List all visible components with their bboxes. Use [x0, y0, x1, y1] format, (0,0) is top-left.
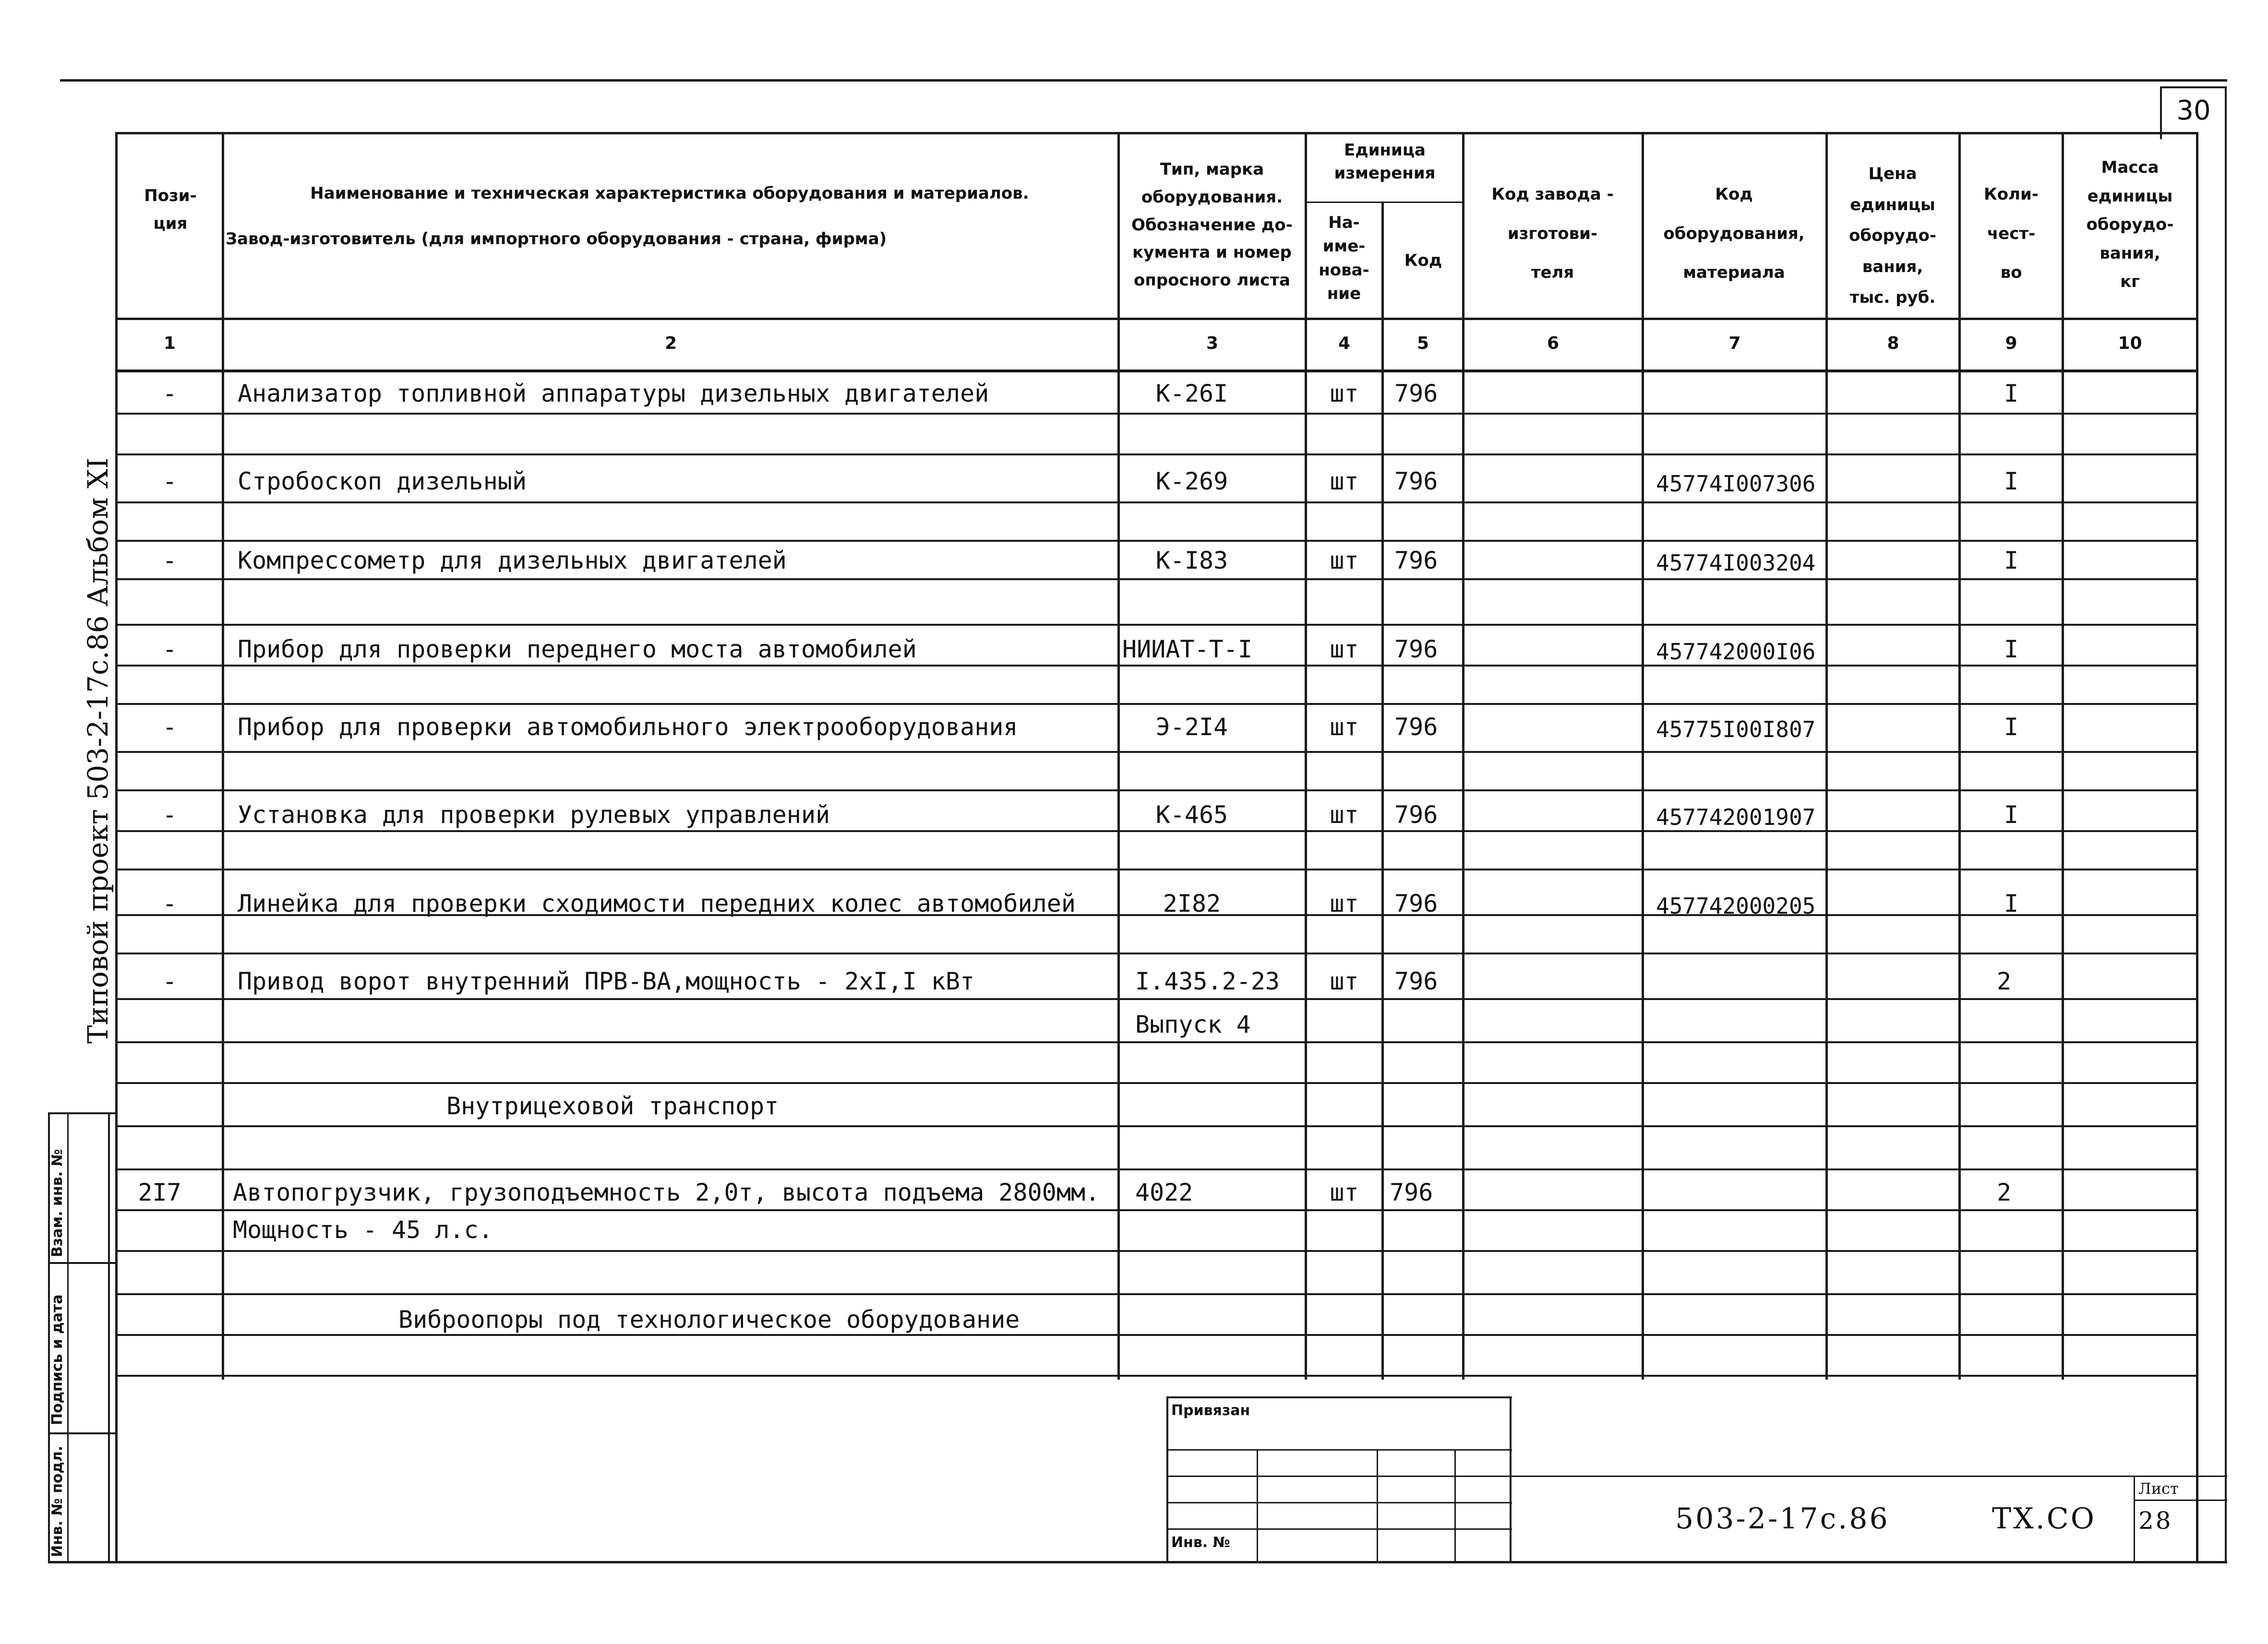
row-quantity: I — [2004, 635, 2019, 663]
row-quantity: 2 — [1996, 1179, 2012, 1206]
row-line — [115, 540, 2198, 542]
header-price: Цена единицы оборудо- вания, тыс. руб. — [1849, 164, 1936, 308]
row-unit-code: 796 — [1394, 547, 1438, 574]
side-stamp-right — [108, 1112, 110, 1562]
row-line — [115, 665, 2198, 667]
row-position: - — [162, 467, 177, 495]
side-stamp-div — [48, 1432, 115, 1434]
side-stamp-replace: Взам. инв. № — [49, 1149, 66, 1257]
row-line — [115, 751, 2198, 753]
row-line — [115, 624, 2198, 626]
row-line — [115, 789, 2198, 791]
row-name: Автопогрузчик, грузоподъемность 2,0т, высота подъема 2800мм. — [233, 1179, 1100, 1206]
section-heading: Внутрицеховой транспорт — [446, 1092, 779, 1120]
stamp-box-left — [1166, 1396, 1168, 1562]
row-type: 2I82 — [1163, 890, 1221, 917]
row-position: 2I7 — [138, 1179, 181, 1206]
row-name: Привод ворот внутренний ПРВ-ВА,мощность - 2хI,I кВт — [238, 967, 975, 995]
stamp-box-right — [1510, 1396, 1512, 1562]
row-position: - — [162, 801, 177, 829]
side-label: Типовой проект 503-2-17с.86 Альбом XI — [82, 457, 114, 1044]
colnum-bottom-line — [115, 369, 2198, 372]
header-type: Тип, марка оборудования. Обозначение до- кумента и номер опросного листа — [1131, 160, 1293, 290]
row-name: Установка для проверки рулевых управлений — [238, 801, 830, 829]
row-unit: шт — [1330, 1179, 1359, 1206]
row-unit: шт — [1330, 380, 1359, 407]
row-position: - — [162, 635, 177, 663]
row-unit: шт — [1330, 635, 1359, 663]
header-unit-name: На- име- нова- ние — [1319, 213, 1369, 303]
column-number: 9 — [2005, 334, 2017, 353]
row-name: Анализатор топливной аппаратуры дизельных двигателей — [238, 380, 989, 407]
sheet-label: Лист — [2138, 1479, 2179, 1498]
row-unit-code: 796 — [1394, 801, 1438, 829]
row-type: К-465 — [1155, 801, 1228, 829]
column-number: 8 — [1887, 334, 1899, 353]
unit-group-line — [1306, 202, 1464, 203]
row-quantity: I — [2004, 890, 2019, 917]
header-name-line2: Завод-изготовитель (для импортного оборудования - страна, фирма) — [226, 229, 887, 249]
header-position: Пози- ция — [144, 186, 197, 233]
title-block-line — [1510, 1476, 2227, 1477]
row-unit-code: 796 — [1394, 635, 1438, 663]
column-number: 4 — [1338, 334, 1351, 353]
row-line — [115, 501, 2198, 503]
col-line-5 — [1462, 132, 1464, 1380]
row-line — [115, 998, 2198, 1000]
header-unit-code: Код — [1404, 251, 1442, 270]
row-name: Стробоскоп дизельный — [238, 467, 527, 495]
stamp-box-top — [1166, 1396, 1512, 1398]
row-unit: шт — [1330, 547, 1359, 574]
row-type-line2: Выпуск 4 — [1135, 1011, 1251, 1038]
side-stamp-div — [48, 1262, 115, 1264]
sheet-cell-left — [2134, 1476, 2135, 1562]
header-mass: Масса единицы оборудо- вания, кг — [2086, 158, 2174, 291]
row-line — [115, 1293, 2198, 1295]
sheet-box-left — [2160, 86, 2162, 139]
row-line — [115, 1250, 2198, 1252]
row-equipment-code: 45774I003204 — [1656, 550, 1816, 576]
row-type: К-I83 — [1155, 547, 1228, 574]
row-line — [115, 953, 2198, 954]
stamp-bound-label: Привязан — [1171, 1402, 1250, 1419]
column-number: 5 — [1416, 334, 1429, 353]
top-rule — [60, 79, 2227, 82]
row-equipment-code: 457742000I06 — [1656, 639, 1816, 665]
column-number: 10 — [2118, 334, 2142, 353]
row-name: Линейка для проверки сходимости передних колес автомобилей — [238, 890, 1076, 917]
row-equipment-code: 45775I00I807 — [1656, 716, 1816, 742]
sheet-value: 28 — [2138, 1507, 2173, 1535]
stamp-col — [1377, 1449, 1378, 1562]
row-equipment-code: 457742000205 — [1656, 893, 1816, 919]
sheet-box-top — [2160, 86, 2227, 88]
column-number: 2 — [664, 334, 677, 353]
row-line — [115, 1125, 2198, 1127]
col-line-2 — [1117, 132, 1120, 1380]
row-unit-code: 796 — [1394, 713, 1438, 741]
row-name: Прибор для проверки переднего моста автомобилей — [238, 635, 917, 663]
row-line — [115, 1041, 2198, 1043]
col-line-9 — [2062, 132, 2064, 1380]
row-line — [115, 1334, 2198, 1336]
doc-code: 503-2-17с.86 — [1675, 1502, 1890, 1536]
sheet-cell-mid — [2134, 1500, 2227, 1501]
row-quantity: I — [2004, 467, 2019, 495]
col-line-6 — [1642, 132, 1644, 1380]
table-body-bottom — [115, 1375, 2198, 1377]
row-type: 4022 — [1135, 1179, 1193, 1206]
stamp-line — [1166, 1476, 1512, 1477]
side-stamp-top — [48, 1112, 115, 1114]
row-name: Прибор для проверки автомобильного электрооборудования — [238, 713, 1018, 741]
column-number: 6 — [1547, 334, 1560, 353]
sheet-number: 30 — [2176, 95, 2211, 126]
row-line — [115, 453, 2198, 455]
row-quantity: I — [2004, 713, 2019, 741]
stamp-col — [1454, 1449, 1456, 1562]
doc-part: ТХ.СО — [1992, 1502, 2096, 1536]
row-name-line2: Мощность - 45 л.с. — [233, 1216, 493, 1244]
row-line — [115, 703, 2198, 705]
header-unit-group: Единица измерения — [1334, 141, 1436, 183]
column-number: 7 — [1728, 334, 1741, 353]
row-type: Э-2I4 — [1155, 713, 1228, 741]
side-stamp-signature: Подпись и дата — [49, 1294, 66, 1425]
column-number: 1 — [163, 334, 176, 353]
header-equipment-code: Код оборудования, материала — [1663, 185, 1805, 283]
row-unit: шт — [1330, 890, 1359, 917]
row-unit: шт — [1330, 713, 1359, 741]
row-line — [115, 869, 2198, 870]
row-equipment-code: 457742001907 — [1656, 804, 1816, 830]
header-name-line1: Наименование и техническая характеристика оборудования и материалов. — [310, 184, 1029, 203]
row-unit-code: 796 — [1394, 380, 1438, 407]
header-quantity: Коли- чест- во — [1984, 185, 2039, 283]
header-factory-code: Код завода - изготови- теля — [1491, 185, 1614, 283]
side-stamp-inventory: Инв. № подл. — [49, 1445, 66, 1557]
row-position: - — [162, 547, 177, 574]
row-line — [115, 1209, 2198, 1211]
row-quantity: I — [2004, 801, 2019, 829]
row-position: - — [162, 890, 177, 917]
table-right-line — [2196, 132, 2198, 1562]
row-unit-code: 796 — [1394, 890, 1438, 917]
row-position: - — [162, 380, 177, 407]
header-bottom-line — [115, 318, 2198, 320]
bottom-frame-line — [48, 1561, 2227, 1563]
row-line — [115, 413, 2198, 415]
stamp-line — [1166, 1528, 1512, 1530]
col-line-7 — [1825, 132, 1828, 1380]
row-equipment-code: 45774I007306 — [1656, 471, 1816, 497]
column-number: 3 — [1206, 334, 1219, 353]
stamp-col — [1257, 1449, 1258, 1562]
row-unit-code: 796 — [1394, 467, 1438, 495]
row-unit: шт — [1330, 967, 1359, 995]
row-name: Компрессометр для дизельных двигателей — [238, 547, 787, 574]
row-quantity: 2 — [1996, 967, 2012, 995]
row-type: I.435.2-23 — [1135, 967, 1280, 995]
row-line — [115, 578, 2198, 580]
col-line-1 — [222, 132, 224, 1380]
row-type: К-269 — [1155, 467, 1228, 495]
page-right-line — [2225, 86, 2227, 1562]
row-line — [115, 830, 2198, 832]
row-type: К-26I — [1155, 380, 1228, 407]
stamp-line — [1166, 1449, 1512, 1451]
table-top-line — [115, 132, 2198, 134]
row-line — [115, 1168, 2198, 1170]
stamp-line — [1166, 1502, 1512, 1503]
stamp-inventory-label: Инв. № — [1171, 1534, 1230, 1551]
row-quantity: I — [2004, 547, 2019, 574]
row-unit: шт — [1330, 801, 1359, 829]
row-unit-code: 796 — [1390, 1179, 1433, 1206]
section-heading: Виброопоры под технологическое оборудование — [398, 1306, 1020, 1334]
row-position: - — [162, 713, 177, 741]
row-type: НИИАТ-Т-I — [1122, 635, 1252, 663]
row-position: - — [162, 967, 177, 995]
side-stamp-mid — [67, 1112, 69, 1562]
row-line — [115, 1082, 2198, 1084]
row-unit: шт — [1330, 467, 1359, 495]
row-quantity: I — [2004, 380, 2019, 407]
row-unit-code: 796 — [1394, 967, 1438, 995]
